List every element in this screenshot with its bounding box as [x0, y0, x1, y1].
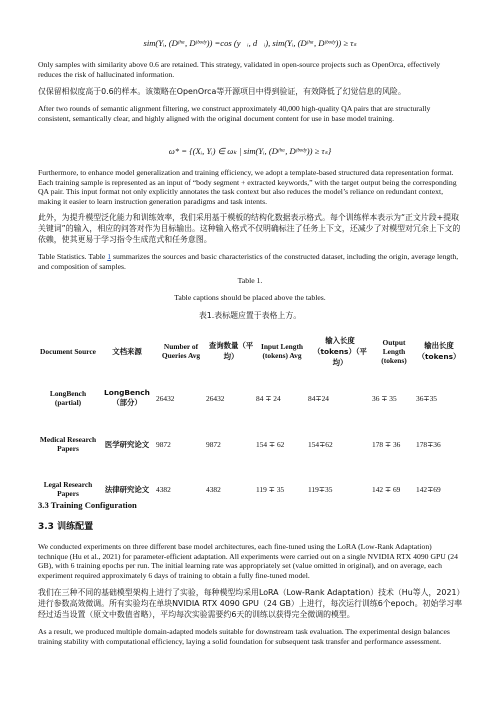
paragraph-results: As a result, we produced multiple domain-adapted models suitable for downstream task evaluation. The experimental design balances training stability with computational efficiency, laying a solid foundation for subsequent task transfer and performance assessment. [38, 627, 450, 646]
cell-output: 142 ∓ 69 [372, 484, 401, 494]
section-heading-training-config: 3.3 Training Configuration [38, 500, 137, 510]
cell-source-zh: 法律研究论文 [104, 484, 150, 494]
cell-queries: 9872 [156, 439, 171, 449]
paragraph-filtering: After two rounds of semantic alignment filtering, we construct approximately 40,000 high-quality QA pairs that are structurally consistent, semantically clear, and highly aligned with the original document content for use in base model training. [38, 104, 431, 123]
table-caption-note-zh: 表1.表标题应置于表格上方。 [198, 310, 302, 320]
section-heading-training-config-zh: 3.3 训练配置 [38, 522, 94, 532]
cell-output-zh: 36∓35 [416, 393, 437, 403]
table-caption-note: Table captions should be placed above the tables. [174, 293, 326, 303]
cell-output-zh: 178∓36 [416, 439, 441, 449]
cell-source: Medical Research Papers [39, 435, 97, 453]
cell-source: LongBench (partial) [49, 389, 87, 407]
paragraph-template: Furthermore, to enhance model generalization and training efficiency, we adopt a template-based structured data representation format. Each training sample is represented as an input of “body segment + extracted keywords,” with the target output being the corresponding QA pair. This input format not only explicitly annotates the task context but also reduces the model’s reliance on redundant context, making it easier to learn instruction generation paradigms and task intents. [38, 168, 457, 206]
cell-output: 178 ∓ 36 [372, 439, 401, 449]
cell-queries: 4382 [156, 484, 171, 494]
cell-input: 119 ∓ 35 [256, 484, 285, 494]
table-ref-link[interactable]: 1 [107, 252, 112, 262]
cell-queries-zh: 26432 [206, 393, 225, 403]
cell-queries-zh: 4382 [206, 484, 221, 494]
table-label: Table 1. [237, 275, 263, 285]
equation-similarity: sim(Yᵢ, (Dʲʰᵃ, Dʲᵇᵒᵈʸ)) =cos (y⃗ᵢ, d⃗ᵢ), sim(Yᵢ, (Dʲʰᵃ, Dʲᵇᵒᵈʸ)) ≥ τₛ [143, 38, 357, 48]
header-document-source: Document Source [40, 346, 96, 356]
header-output-length: Output Length (tokens) [381, 337, 407, 365]
header-document-source-zh: 文档来源 [112, 346, 142, 356]
header-input-length: Input Length (tokens) Avg [260, 342, 304, 360]
cell-output-zh: 142∓69 [416, 484, 441, 494]
header-output-length-zh: 输出长度（tokens） [417, 341, 461, 361]
equation-filtered-set: ω* = {(Xᵢ, Yᵢ) ∈ ωₖ | sim(Yᵢ, (Dʲʰᵃ, Dʲᵇᵒᵈʸ)) ≥ τₛ} [168, 146, 332, 156]
paragraph-experiments-zh: 我们在三种不同的基础模型架构上进行了实验，每种模型均采用LoRA（Low-Rank Adaptation）技术（Hu等人，2021）进行参数高效微调。所有实验均在单块NVIDIA RTX 4090 GPU（24 GB）上进行，每次运行训练6个epoch。初始学习率经过适当设置（原文中数值省略），平均每次实验需要约6天的训练以获得完全微调的模型。 [38, 588, 463, 620]
cell-output: 36 ∓ 35 [372, 393, 397, 403]
table-header-row [38, 326, 462, 376]
table-row [38, 376, 462, 420]
cell-source-zh: LongBench（部分） [104, 388, 150, 407]
cell-input-zh: 84∓24 [308, 393, 329, 403]
cell-queries-zh: 9872 [206, 439, 221, 449]
header-queries-zh: 查询数量（平均） [208, 341, 254, 361]
cell-input-zh: 119∓35 [308, 484, 333, 494]
header-queries: Number of Queries Avg [161, 342, 201, 360]
cell-source-zh: 医学研究论文 [104, 439, 150, 449]
paragraph-experiments: We conducted experiments on three different base model architectures, each fine-tuned using the LoRA (Low-Rank Adaptation) technique (Hu et al., 2021) for parameter-efficient adaptation. All experiments were carried out on a single NVIDIA RTX 4090 GPU (24 GB), with 6 training epochs per run. The initial learning rate was appropriately set (value omitted in original), and on average, each experiment required approximately 6 days of training to obtain a fully fine-tuned model. [38, 542, 458, 580]
cell-input: 84 ∓ 24 [256, 393, 281, 403]
paragraph-retention-zh: 仅保留相似度高于0.6的样本。该策略在OpenOrca等开源项目中得到验证，有效降低了幻觉信息的风险。 [38, 87, 406, 97]
dataset-statistics-table [38, 326, 462, 510]
cell-input: 154 ∓ 62 [256, 439, 285, 449]
paragraph-template-zh: 此外，为提升模型泛化能力和训练效率，我们采用基于模板的结构化数据表示格式。每个训练样本表示为“正文片段+提取关键词”的输入，相应的问答对作为目标输出。这种输入格式不仅明确标注了任务上下文，还减少了对模型对冗余上下文的依赖，使其更易于学习指令生成范式和任务意图。 [38, 213, 461, 245]
table-row [38, 420, 462, 468]
cell-input-zh: 154∓62 [308, 439, 333, 449]
cell-source: Legal Research Papers [43, 480, 93, 498]
paragraph-retention: Only samples with similarity above 0.6 are retained. This strategy, validated in open-source projects such as OpenOrca, effectively reduces the risk of hallucinated information. [38, 60, 441, 79]
header-input-length-zh: 输入长度（tokens）（平均） [313, 335, 367, 367]
paragraph-table-stats: Table Statistics. Table 1 summarizes the sources and basic characteristics of the constructed dataset, including the origin, average length, and composition of samples. [38, 252, 459, 271]
cell-queries: 26432 [156, 393, 175, 403]
